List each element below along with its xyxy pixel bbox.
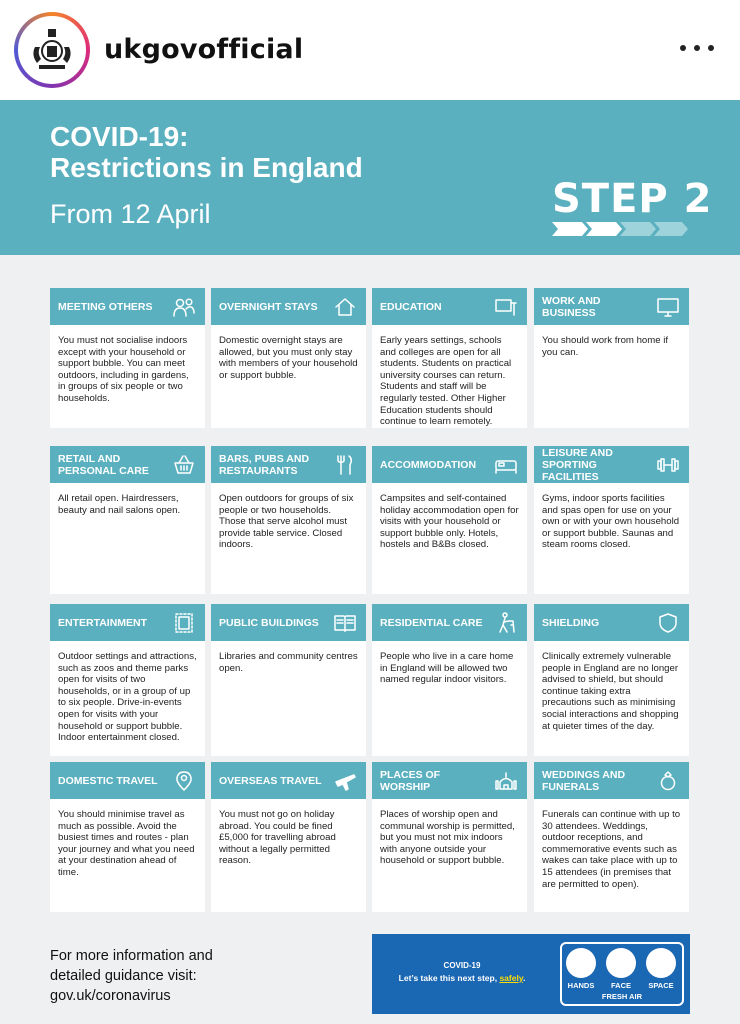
card-header (211, 604, 366, 641)
card-body: Campsites and self-contained holiday accommodation open for visits with your household or support bubble only. Hotels, hostels and B&Bs closed. (380, 493, 519, 551)
card-body: Early years settings, schools and colleges are open for all students. Students on practical university courses can return. Students and staff will be regularly tested. Other Higher Education students should continue to learn remotely. (380, 335, 512, 428)
card-body: Domestic overnight stays are allowed, but you must only stay with members of your household or support bubble. (219, 335, 358, 381)
card-header (50, 288, 205, 325)
card-body: Open outdoors for groups of six people or two households. Those that serve alcohol must provide table service. Closed indoors. (219, 493, 354, 551)
monitor-icon (655, 294, 681, 320)
card-title: WORK AND BUSINESS (542, 294, 601, 319)
card-body: Funerals can continue with up to 30 attendees. Weddings, outdoor receptions, and commemorative events such as wakes can take place with up to 15 attendees (in premises that are permitted to open). (542, 809, 681, 890)
step-progress-chevrons (552, 220, 688, 238)
shield-icon (655, 610, 681, 636)
card-header (372, 762, 527, 799)
royal-crest-icon (18, 16, 86, 84)
fresh-air-label: FRESH AIR (601, 992, 643, 1001)
card-residential-care (372, 604, 527, 756)
classroom-icon (493, 294, 519, 320)
basket-icon (171, 452, 197, 478)
more-info-line2: detailed guidance visit: (50, 968, 197, 984)
book-icon (332, 610, 358, 636)
card-title: ENTERTAINMENT (58, 616, 148, 629)
card-accommodation (372, 446, 527, 594)
card-header (534, 446, 689, 483)
card-entertainment (50, 604, 205, 756)
house-icon (332, 294, 358, 320)
card-domestic-travel (50, 762, 205, 912)
card-body: You must not go on holiday abroad. You could be fined £5,000 for travelling abroad without a legally permitted reason. (219, 809, 336, 867)
hands-label: HANDS (567, 981, 595, 990)
card-title: OVERSEAS TRAVEL (219, 774, 322, 787)
card-header (372, 604, 527, 641)
card-title: WEDDINGS AND FUNERALS (542, 768, 626, 793)
card-header (211, 288, 366, 325)
card-body: Places of worship open and communal worship is permitted, but you must not mix indoors with anyone outside your household or support bubble. (380, 809, 515, 867)
card-retail-and-personal-care (50, 446, 205, 594)
card-header (372, 288, 527, 325)
card-leisure-and-sporting-facilities (534, 446, 689, 594)
more-options-icon[interactable] (680, 38, 714, 58)
card-title: DOMESTIC TRAVEL (58, 774, 158, 787)
space-label: SPACE (648, 981, 674, 990)
card-body: People who live in a care home in England will be allowed two named regular indoor visitors. (380, 651, 514, 686)
face-label: FACE (610, 981, 631, 990)
location-pin-icon (171, 768, 197, 794)
card-header (211, 762, 366, 799)
mosque-icon (493, 768, 519, 794)
card-title: SHIELDING (542, 616, 600, 629)
card-title: LEISURE AND SPORTING FACILITIES (542, 446, 613, 483)
more-info-link[interactable]: gov.uk/coronavirus (50, 988, 171, 1004)
card-body: You must not socialise indoors except with your household or support bubble. You can meet outdoors, including in gardens, in groups of six people or two households. (58, 335, 189, 404)
hands-face-space-logo (560, 942, 684, 1006)
card-education (372, 288, 527, 428)
card-header (534, 762, 689, 799)
space-icon (646, 948, 676, 978)
card-title: BARS, PUBS AND RESTAURANTS (219, 452, 310, 477)
card-body: All retail open. Hairdressers, beauty and nail salons open. (58, 493, 181, 516)
card-overseas-travel (211, 762, 366, 912)
card-title: MEETING OTHERS (58, 300, 153, 313)
card-title: RETAIL AND PERSONAL CARE (58, 452, 149, 477)
card-title: RESIDENTIAL CARE (380, 616, 483, 629)
post-header (0, 0, 740, 100)
airplane-icon (332, 768, 358, 794)
card-body: Libraries and community centres open. (219, 651, 358, 674)
card-body: Clinically extremely vulnerable people in England are no longer advised to shield, but should continue taking extra precautions such as minimising social interactions and shopping at quieter times of the day. (542, 651, 679, 732)
username[interactable]: ukgovofficial (104, 34, 304, 65)
cutlery-icon (332, 452, 358, 478)
footer-slogan: Let’s take this next step, safely. (398, 973, 526, 983)
card-bars-pubs-and-restaurants (211, 446, 366, 594)
more-info-text (50, 946, 213, 1006)
poster-banner (0, 100, 740, 255)
covid-footer-banner (372, 934, 690, 1014)
card-body: You should work from home if you can. (542, 335, 669, 358)
footer-covid-label: COVID-19 (443, 961, 481, 970)
poster-title-line1: COVID-19: (50, 121, 189, 152)
dumbbell-icon (655, 452, 681, 478)
ring-icon (655, 768, 681, 794)
more-info-line1: For more information and (50, 948, 213, 964)
step-label: STEP 2 (552, 176, 713, 222)
hands-icon (566, 948, 596, 978)
restrictions-poster (0, 100, 740, 1024)
card-title: EDUCATION (380, 300, 442, 313)
card-work-and-business (534, 288, 689, 428)
bed-icon (493, 452, 519, 478)
walker-icon (493, 610, 519, 636)
card-public-buildings (211, 604, 366, 756)
avatar[interactable] (14, 12, 90, 88)
card-header (372, 446, 527, 483)
poster-title-line2: Restrictions in England (50, 152, 363, 183)
card-body: You should minimise travel as much as possible. Avoid the busiest times and routes - plan your journey and what you need at your destination ahead of time. (58, 809, 195, 878)
poster-subtitle: From 12 April (50, 199, 211, 229)
card-places-of-worship (372, 762, 527, 912)
card-header (211, 446, 366, 483)
card-shielding (534, 604, 689, 756)
card-title: PLACES OF WORSHIP (380, 768, 441, 793)
card-title: ACCOMMODATION (380, 458, 477, 471)
card-header (534, 604, 689, 641)
card-header (50, 604, 205, 641)
card-title: PUBLIC BUILDINGS (219, 616, 319, 629)
card-title: OVERNIGHT STAYS (219, 300, 318, 313)
card-header (50, 446, 205, 483)
card-header (534, 288, 689, 325)
face-mask-icon (606, 948, 636, 978)
card-body: Outdoor settings and attractions, such as zoos and theme parks open for visits of two households, or in a group of up to six people. Drive-in-events open for visits with your household or support bubble. Indoor entertainment closed. (58, 651, 197, 744)
card-overnight-stays (211, 288, 366, 428)
card-weddings-and-funerals (534, 762, 689, 912)
card-header (50, 762, 205, 799)
card-body: Gyms, indoor sports facilities and spas open for use on your own or with your own household or support bubble. Saunas and steam rooms closed. (542, 493, 680, 551)
ticket-icon (171, 610, 197, 636)
people-icon (171, 294, 197, 320)
card-meeting-others (50, 288, 205, 428)
